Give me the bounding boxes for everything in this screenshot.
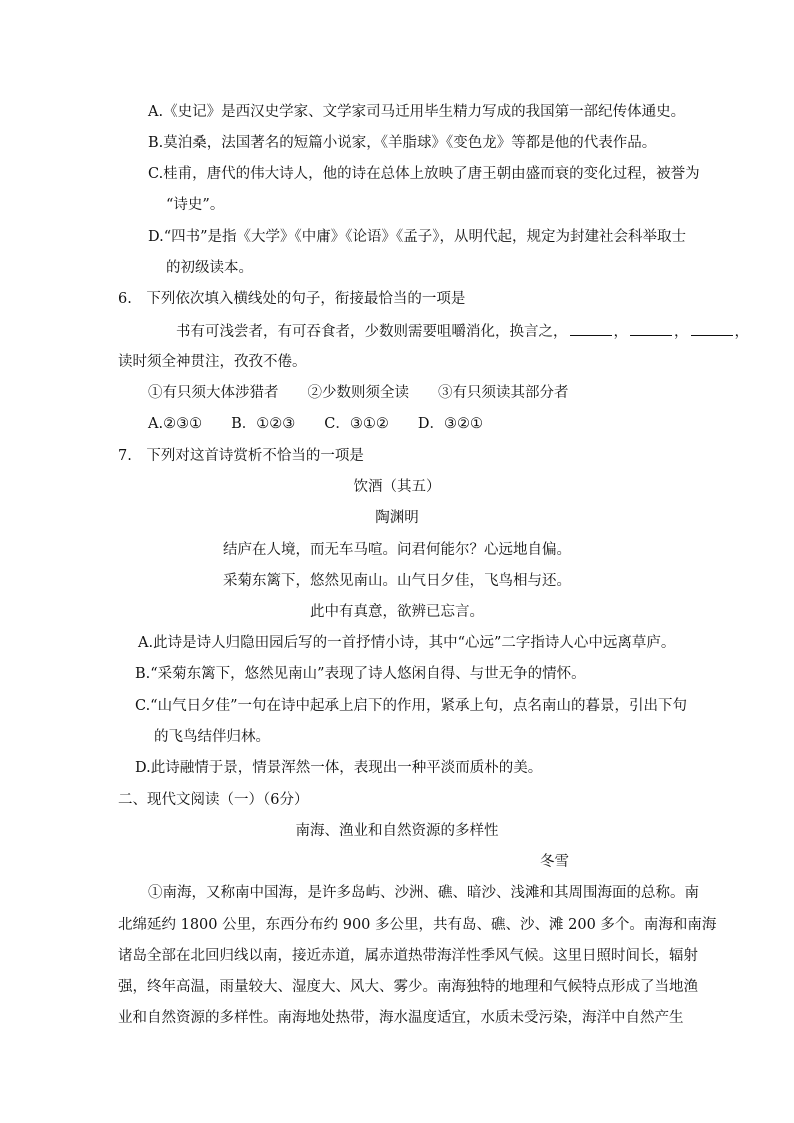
q7-option-c-line2: 的飞鸟结伴归林。 <box>154 729 270 745</box>
q6-separator-3: ， <box>734 324 749 340</box>
section-heading: 二、现代文阅读（一）（6分） <box>118 792 309 808</box>
poem-title: 饮酒（其五） <box>353 479 441 495</box>
q5-option-a: A.《史记》是西汉史学家、文学家司马迁用毕生精力写成的我国第一部纪传体通史。 <box>148 104 686 120</box>
paragraph-line-2: 北绵延约 1800 公里，东西分布约 900 多公里，共有岛、礁、沙、滩 200 多个。南海和南海 <box>118 917 717 933</box>
q6-blank-2[interactable] <box>630 321 672 336</box>
q5-option-b: B.莫泊桑，法国著名的短篇小说家，《羊脂球》《变色龙》等都是他的代表作品。 <box>148 135 657 151</box>
q6-blank-3[interactable] <box>691 321 733 336</box>
q6-separator-2: ， <box>674 324 689 340</box>
paragraph-line-1: ①南海，又称南中国海，是许多岛屿、沙洲、礁、暗沙、浅滩和其周围海面的总称。南 <box>148 885 699 901</box>
q7-option-d: D.此诗融情于景，情景浑然一体，表现出一种平淡而质朴的美。 <box>135 760 543 776</box>
q6-choices: ①有只须大体涉猎者 ②少数则须全读 ③有只须读其部分者 <box>148 385 569 401</box>
q7-stem: 7. 下列对这首诗赏析不恰当的一项是 <box>118 448 364 464</box>
q6-options: A.②③① B．①②③ C．③①② D．③②① <box>148 416 483 432</box>
q6-passage-line1 <box>176 321 749 342</box>
poem-line-1: 结庐在人境，而无车马喧。问君何能尔？心远地自偏。 <box>223 542 571 558</box>
q5-option-d-line2: 的初级读本。 <box>166 260 253 276</box>
article-title: 南海、渔业和自然资源的多样性 <box>295 823 499 839</box>
poem-line-2: 采菊东篱下，悠然见南山。山气日夕佳，飞鸟相与还。 <box>223 573 571 589</box>
paragraph-line-5: 业和自然资源的多样性。南海地处热带，海水温度适宜，水质未受污染，海洋中自然产生 <box>118 1010 684 1026</box>
paragraph-line-4: 强，终年高温，雨量较大、湿度大、风大、雾少。南海独特的地理和气候特点形成了当地渔 <box>118 979 698 995</box>
poem-author: 陶渊明 <box>375 510 419 526</box>
article-author: 冬雪 <box>540 854 569 870</box>
q6-separator-1: ， <box>613 324 628 340</box>
q5-option-d-line1: D.“四书”是指《大学》《中庸》《论语》《孟子》，从明代起，规定为封建社会科举取士 <box>148 229 687 245</box>
q7-option-c-line1: C.“山气日夕佳”一句在诗中起承上启下的作用，紧承上句，点名南山的暮景，引出下句 <box>135 698 688 714</box>
q6-passage-start: 书有可浅尝者，有可吞食者，少数则需要咀嚼消化，换言之， <box>176 324 568 340</box>
paragraph-line-3: 诸岛全部在北回归线以南，接近赤道，属赤道热带海洋性季风气候。这里日照时间长，辐射 <box>118 948 698 964</box>
q6-blank-1[interactable] <box>570 321 612 336</box>
q6-stem: 6. 下列依次填入横线处的句子，衔接最恰当的一项是 <box>118 291 466 307</box>
q5-option-c-line2: “诗史”。 <box>166 197 225 213</box>
q5-option-c-line1: C.桂甫，唐代的伟大诗人，他的诗在总体上放映了唐王朝由盛而衰的变化过程，被誉为 <box>148 166 700 182</box>
q7-option-b: B.“采菊东篱下，悠然见南山”表现了诗人悠闲自得、与世无争的情怀。 <box>135 666 586 682</box>
q7-option-a: A.此诗是诗人归隐田园后写的一首抒情小诗，其中“心远”二字指诗人心中远离草庐。 <box>138 635 676 651</box>
poem-line-3: 此中有真意，欲辨已忘言。 <box>310 604 484 620</box>
q6-passage-line2: 读时须全神贯注，孜孜不倦。 <box>118 354 307 370</box>
